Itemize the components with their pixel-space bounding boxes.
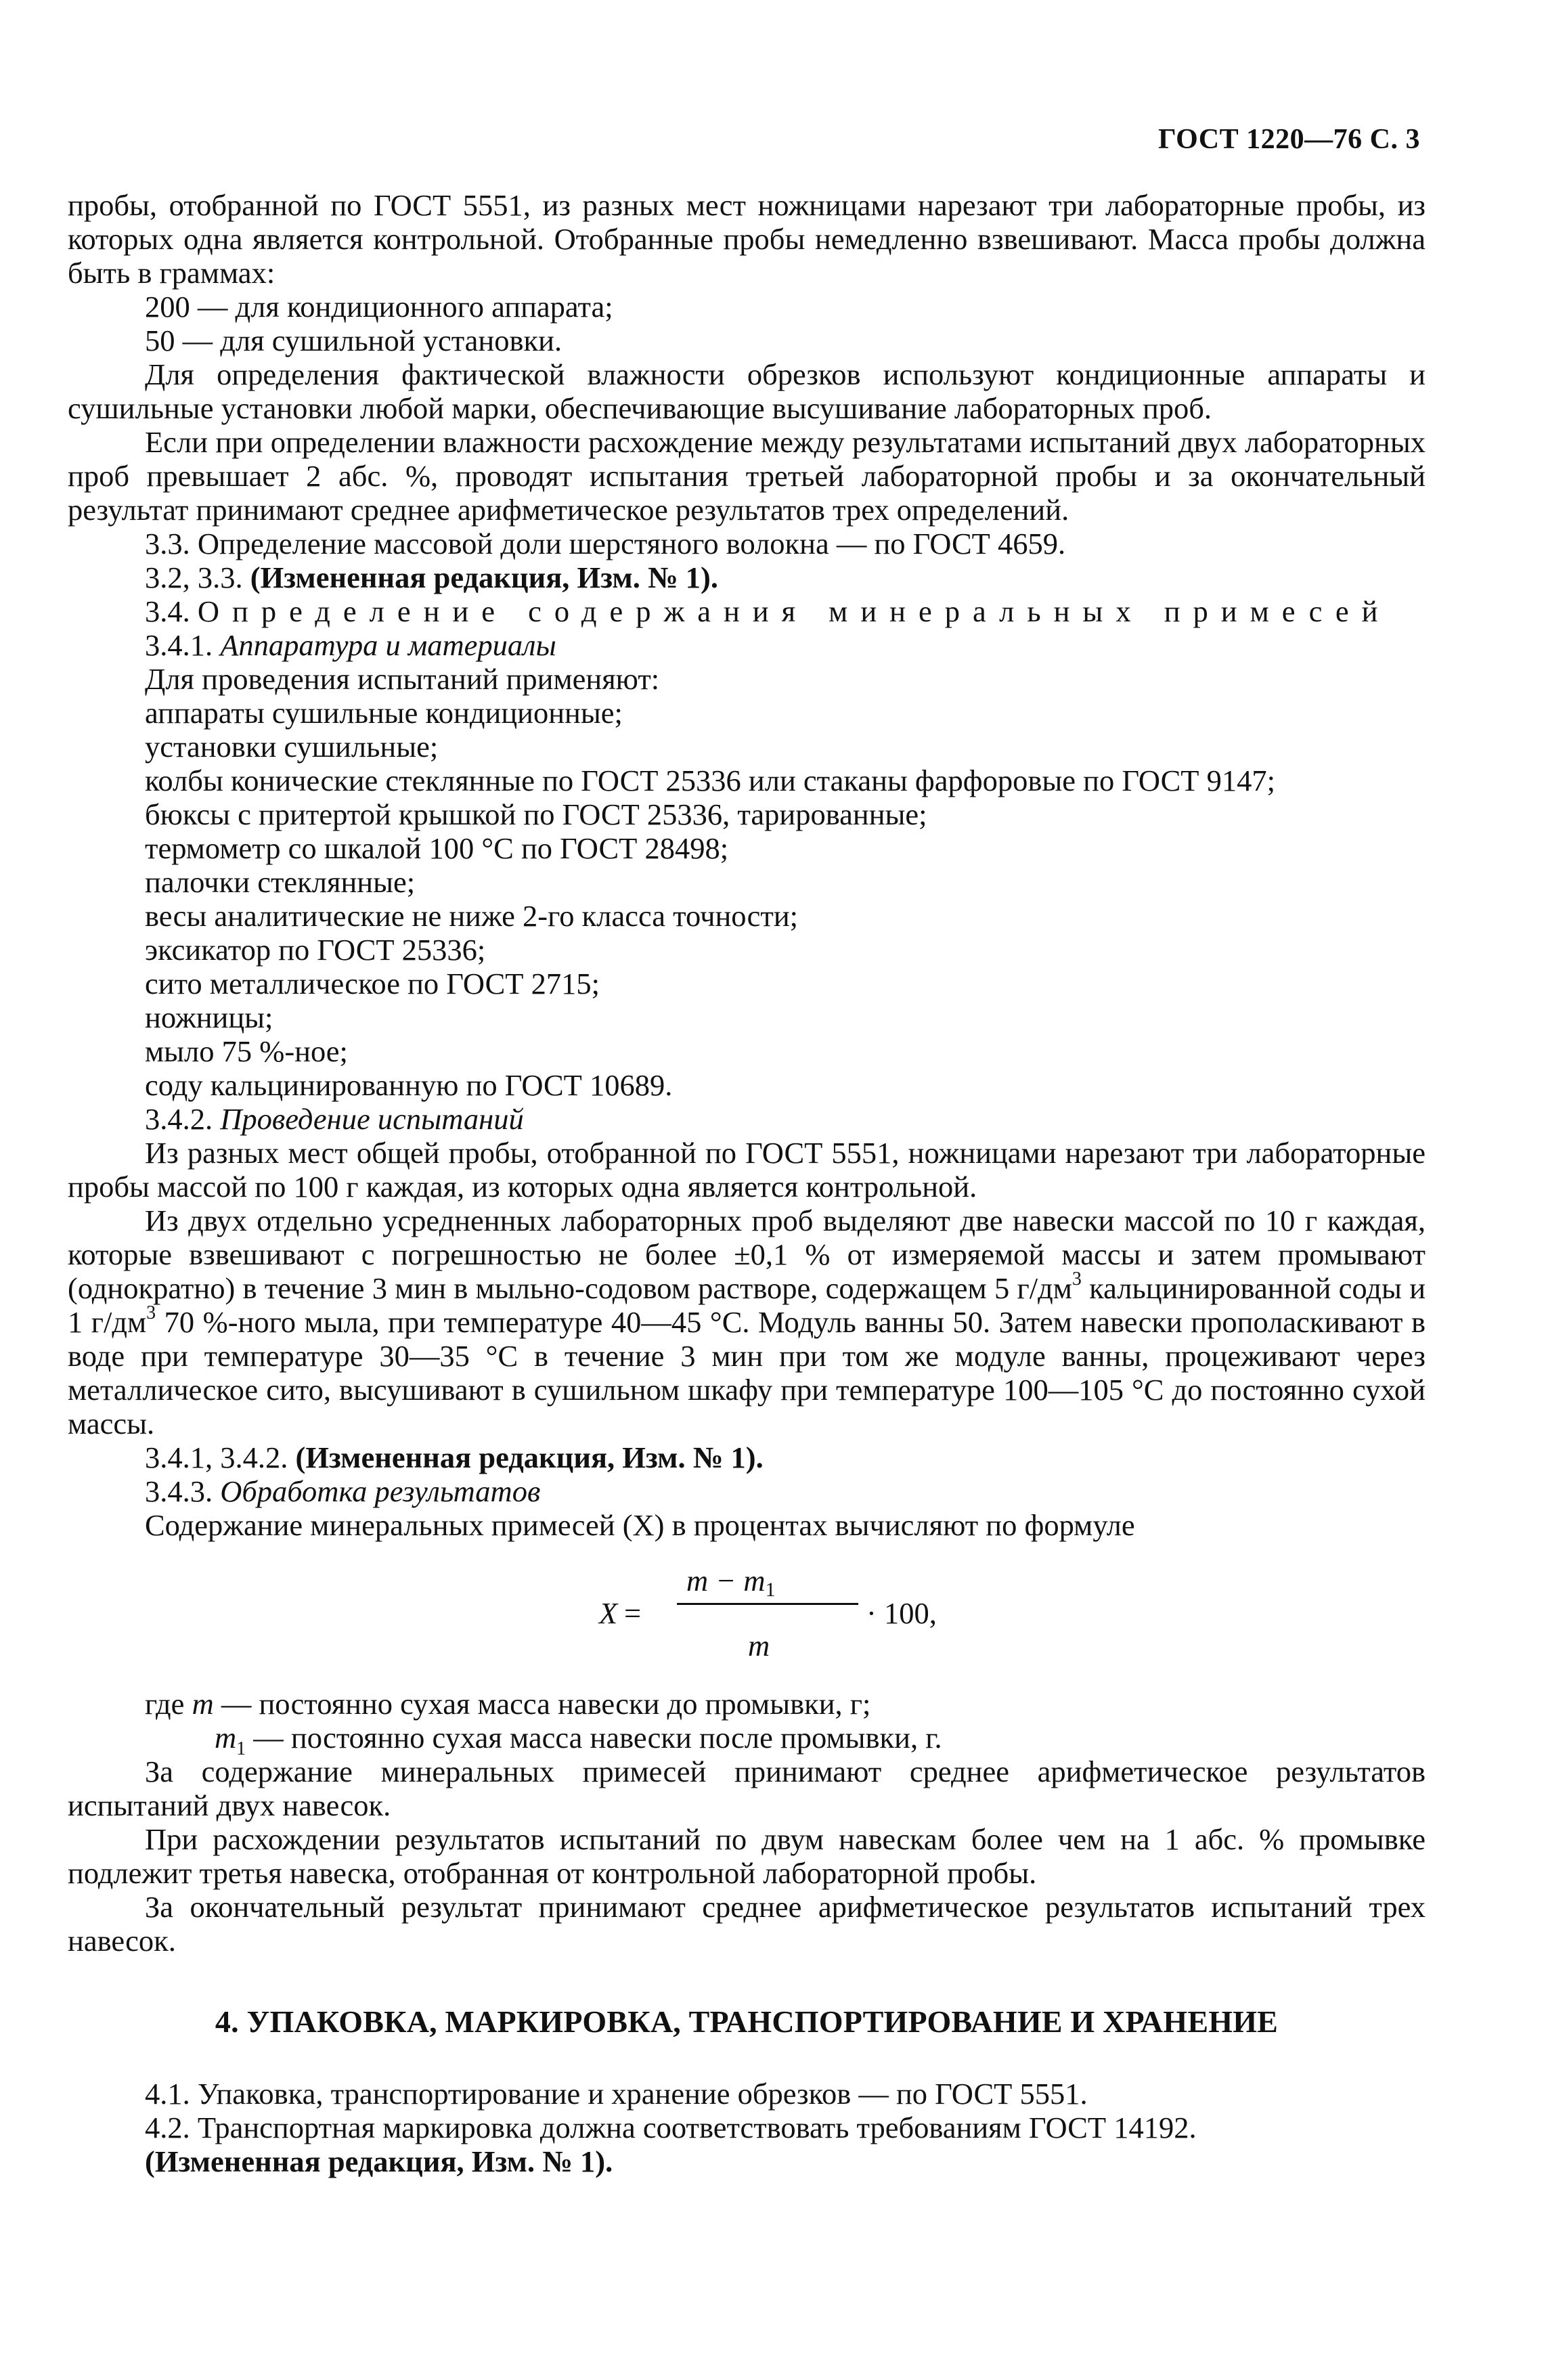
paragraph: пробы, отобранной по ГОСТ 5551, из разных мест ножницами нарезают три лабораторные пробы, из которых одна является контрольной. Отобранные пробы немедленно взвешивают. Масса пробы должна быть в граммах: <box>68 188 1426 290</box>
paragraph: Если при определении влажности расхождение между результатами испытаний двух лабораторных проб превышает 2 абс. %, проводят испытания третьей лабораторной пробы и за окончательный результат принимают среднее арифметическое результатов трех определений. <box>68 425 1426 527</box>
paragraph: Для проведения испытаний применяют: <box>145 662 660 696</box>
numerator-text: m − m <box>686 1564 766 1597</box>
variable-subscript: 1 <box>236 1738 246 1759</box>
running-header: ГОСТ 1220—76 С. 3 <box>1157 124 1420 155</box>
variable: m <box>215 1721 237 1755</box>
clause-number: 3.4.3. <box>145 1474 221 1508</box>
text-run: кальцинированной соды и 1 г/дм <box>68 1271 1426 1339</box>
formula-equals: = <box>624 1596 642 1630</box>
list-item: сито металлическое по ГОСТ 2715; <box>145 967 600 1000</box>
list-item: эксикатор по ГОСТ 25336; <box>145 933 486 967</box>
paragraph: Содержание минеральных примесей (X) в процентах вычисляют по формуле <box>145 1508 1135 1542</box>
list-item: аппараты сушильные кондиционные; <box>145 696 623 730</box>
clause-title: Определение содержания минеральных примесей <box>197 594 1391 628</box>
clause-title: Аппаратура и материалы <box>220 628 556 662</box>
clause-3-4-1-heading <box>68 628 1426 662</box>
formula <box>68 1564 1426 1677</box>
paragraph: За содержание минеральных примесей принимают среднее арифметическое результатов испытаний двух навесок. <box>68 1755 1426 1822</box>
paragraph: За окончательный результат принимают среднее арифметическое результатов испытаний трех навесок. <box>68 1890 1426 1958</box>
clause-number: 3.4. <box>145 594 198 628</box>
list-item: палочки стеклянные; <box>145 865 416 899</box>
formula-denominator: m <box>748 1629 770 1662</box>
amendment-ref: 3.2, 3.3. <box>145 560 250 594</box>
superscript: 3 <box>1072 1269 1082 1290</box>
superscript: 3 <box>146 1302 156 1324</box>
amendment-text: (Измененная редакция, Изм. № 1). <box>295 1440 764 1474</box>
list-item: соду кальцинированную по ГОСТ 10689. <box>145 1068 673 1102</box>
formula-tail: · 100, <box>866 1596 937 1630</box>
list-item: бюксы с притертой крышкой по ГОСТ 25336, тарированные; <box>145 797 927 831</box>
where-line <box>68 1687 1426 1721</box>
paragraph <box>68 1204 1426 1440</box>
formula-lhs: X <box>599 1596 618 1630</box>
list-item: 200 — для кондиционного аппарата; <box>145 290 613 324</box>
clause-3-4-heading <box>68 594 1426 628</box>
where-definition: — постоянно сухая масса навески после промывки, г. <box>246 1721 942 1755</box>
list-item: установки сушильные; <box>145 730 439 764</box>
page-content <box>68 188 1426 2178</box>
fraction-bar <box>677 1603 858 1605</box>
list-item: 50 — для сушильной установки. <box>145 324 562 357</box>
clause-3-4-3-heading <box>68 1474 1426 1508</box>
section-4-title: 4. УПАКОВКА, МАРКИРОВКА, ТРАНСПОРТИРОВАНИЕ И ХРАНЕНИЕ <box>215 2004 1279 2039</box>
clause-4-1: 4.1. Упаковка, транспортирование и хранение обрезков — по ГОСТ 5551. <box>145 2077 1088 2111</box>
amendment-note: (Измененная редакция, Изм. № 1). <box>145 2144 613 2178</box>
clause-number: 3.4.2. <box>145 1102 221 1136</box>
formula-numerator <box>686 1564 776 1602</box>
list-item: термометр со шкалой 100 °С по ГОСТ 28498; <box>145 831 729 865</box>
amendment-note <box>68 560 1426 594</box>
clause-title: Обработка результатов <box>220 1474 541 1508</box>
variable: m <box>192 1687 214 1721</box>
clause-3-4-2-heading <box>68 1102 1426 1136</box>
text-run: 70 %-ного мыла, при температуре 40—45 °С. Модуль ванны 50. Затем навески прополаскивают в воде при температуре 30—35 °С в течение 3 мин при том же модуле ванны, процеживают через металлическое сито, высушивают в сушильном шкафу при температуре 100—105 °С до постоянно сухой массы. <box>68 1305 1426 1440</box>
amendment-note <box>68 1440 1426 1474</box>
list-item: колбы конические стеклянные по ГОСТ 25336 или стаканы фарфоровые по ГОСТ 9147; <box>145 764 1275 797</box>
list-item: ножницы; <box>145 1000 273 1034</box>
amendment-ref: 3.4.1, 3.4.2. <box>145 1440 296 1474</box>
clause-number: 3.4.1. <box>145 628 221 662</box>
paragraph: Из разных мест общей пробы, отобранной по ГОСТ 5551, ножницами нарезают три лабораторные пробы массой по 100 г каждая, из которых одна является контрольной. <box>68 1136 1426 1204</box>
clause-4-2: 4.2. Транспортная маркировка должна соответствовать требованиям ГОСТ 14192. <box>145 2111 1197 2144</box>
text-run: Из двух отдельно усредненных лабораторных проб выделяют две навески массой по 10 г каждая, которые взвешивают с погрешностью не более ±0,1 % от измеряемой массы и затем промывают (однократно) в течение 3 мин в мыльно-содовом растворе, содержащем 5 г/дм <box>68 1204 1426 1305</box>
numerator-subscript: 1 <box>765 1579 776 1601</box>
clause-3-3: 3.3. Определение массовой доли шерстяного волокна — по ГОСТ 4659. <box>145 527 1066 560</box>
equipment-list <box>68 696 1426 1102</box>
amendment-text: (Измененная редакция, Изм. № 1). <box>250 560 718 594</box>
where-word: где <box>145 1687 192 1721</box>
clause-title: Проведение испытаний <box>220 1102 524 1136</box>
paragraph: Для определения фактической влажности обрезков используют кондиционные аппараты и сушильные установки любой марки, обеспечивающие высушивание лабораторных проб. <box>68 357 1426 425</box>
where-line <box>68 1721 1426 1759</box>
paragraph: При расхождении результатов испытаний по двум навескам более чем на 1 абс. % промывке подлежит третья навеска, отобранная от контрольной лабораторной пробы. <box>68 1822 1426 1890</box>
list-item: весы аналитические не ниже 2-го класса точности; <box>145 899 799 933</box>
list-item: мыло 75 %-ное; <box>145 1034 348 1068</box>
where-definition: — постоянно сухая масса навески до промывки, г; <box>213 1687 871 1721</box>
